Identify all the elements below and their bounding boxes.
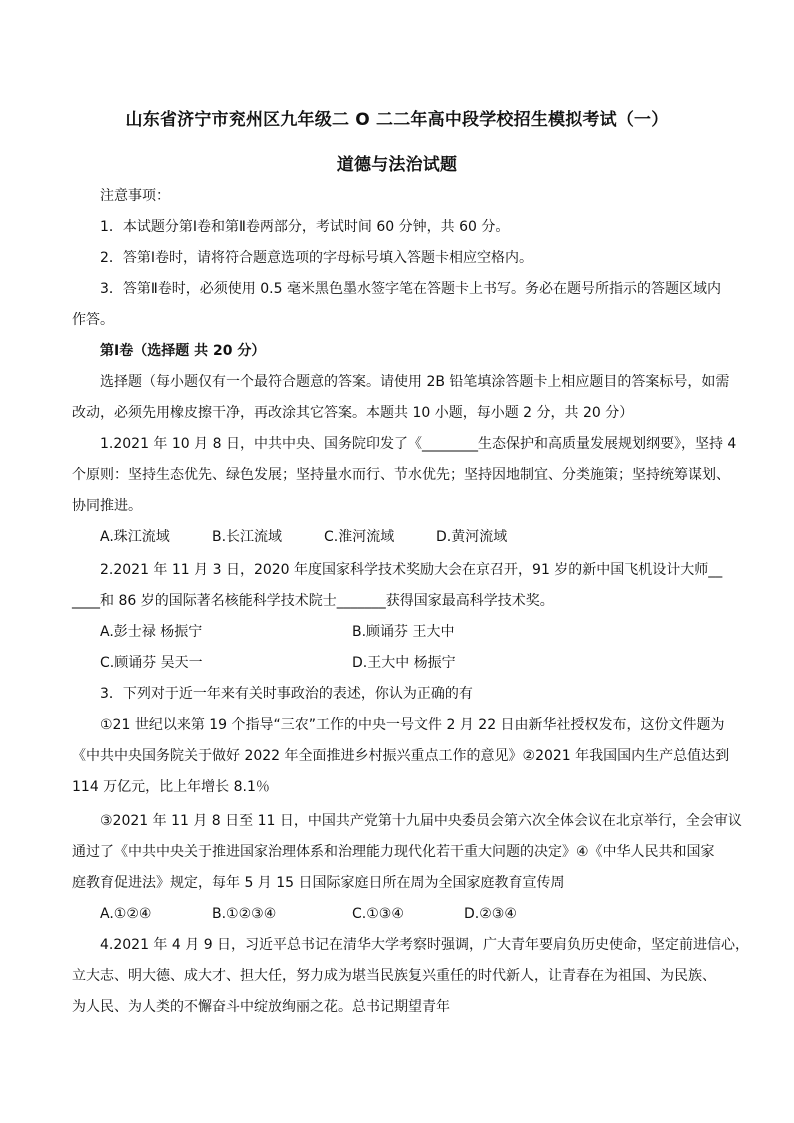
question-3-line-3: 《中共中央国务院关于做好 2022 年全面推进乡村振兴重点工作的意见》②2021 年我国国内生产总值达到 [72,748,730,764]
question-3-option-c: C.①③④ [352,906,404,922]
question-1-option-b: B.长江流域 [212,529,283,545]
notice-item-3-line-1: 3．答第Ⅱ卷时，必须使用 0.5 毫米黑色墨水签字笔在答题卡上书写。务必在题号所指示的答题区域内 [100,281,721,297]
question-3-line-2: ①21 世纪以来第 19 个指导“三农”工作的中央一号文件 2 月 22 日由新华社授权发布，这份文件题为 [100,717,725,733]
section-1-instructions-line-1: 选择题（每小题仅有一个最符合题意的答案。请使用 2B 铅笔填涂答题卡上相应题目的答案标号，如需 [100,374,730,390]
question-3-option-d: D.②③④ [464,906,517,922]
exam-title: 山东省济宁市兖州区九年级二 O 二二年高中段学校招生模拟考试（一） [125,110,669,130]
section-1-heading: 第Ⅰ卷（选择题 共 20 分） [100,343,266,359]
notice-heading: 注意事项： [100,188,170,204]
question-2-option-a: A.彭士禄 杨振宁 [100,624,203,640]
question-2-line-1: 2.2021 年 11 月 3 日，2020 年度国家科学技术奖励大会在京召开，91 岁的新中国飞机设计大师__ [100,562,723,578]
question-3-line-5: ③2021 年 11 月 8 日至 11 日，中国共产党第十九届中央委员会第六次全体会议在北京举行，全会审议 [100,813,742,829]
question-3-line-4: 114 万亿元，比上年增长 8.1％ [72,779,270,795]
question-3-line-7: 庭教育促进法》规定，每年 5 月 15 日国际家庭日所在周为全国家庭教育宣传周 [72,875,565,891]
question-1-option-d: D.黄河流域 [436,529,508,545]
question-3-line-1: 3．下列对于近一年来有关时事政治的表述，你认为正确的有 [100,686,473,702]
notice-item-2: 2．答第Ⅰ卷时，请将符合题意选项的字母标号填入答题卡相应空格内。 [100,250,534,266]
section-1-instructions-line-2: 改动，必须先用橡皮擦干净，再改涂其它答案。本题共 10 小题，每小题 2 分，共 20 分） [72,405,634,421]
question-4-line-3: 为人民、为人类的不懈奋斗中绽放绚丽之花。总书记期望青年 [72,999,450,1015]
notice-item-3-line-2: 作答。 [72,312,114,328]
notice-item-1: 1．本试题分第Ⅰ卷和第Ⅱ卷两部分，考试时间 60 分钟，共 60 分。 [100,219,510,235]
question-1-line-3: 协同推进。 [72,498,142,514]
question-3-line-6: 通过了《中共中央关于推进国家治理体系和治理能力现代化若干重大问题的决定》④《中华人民共和国家 [72,844,715,860]
question-1-line-2: 个原则：坚持生态优先、绿色发展；坚持量水而行、节水优先；坚持因地制宜、分类施策；坚持统筹谋划、 [72,467,730,483]
question-1-option-c: C.淮河流域 [324,529,395,545]
question-4-line-1: 4.2021 年 4 月 9 日，习近平总书记在清华大学考察时强调，广大青年要肩负历史使命，坚定前进信心， [100,937,750,953]
question-1-option-a: A.珠江流域 [100,529,170,545]
exam-subtitle: 道德与法治试题 [336,155,458,175]
question-2-option-b: B.顾诵芬 王大中 [352,624,455,640]
question-3-option-a: A.①②④ [100,906,152,922]
question-2-line-2: ____和 86 岁的国际著名核能科学技术院士_______获得国家最高科学技术奖。 [72,593,554,609]
question-2-option-d: D.王大中 杨振宁 [352,655,456,671]
question-3-option-b: B.①②③④ [212,906,277,922]
question-2-option-c: C.顾诵芬 吴天一 [100,655,203,671]
question-1-line-1: 1.2021 年 10 月 8 日，中共中央、国务院印发了《________生态保护和高质量发展规划纲要》，坚持 4 [100,436,737,452]
question-4-line-2: 立大志、明大德、成大才、担大任，努力成为堪当民族复兴重任的时代新人，让青春在为祖国、为民族、 [72,968,716,984]
